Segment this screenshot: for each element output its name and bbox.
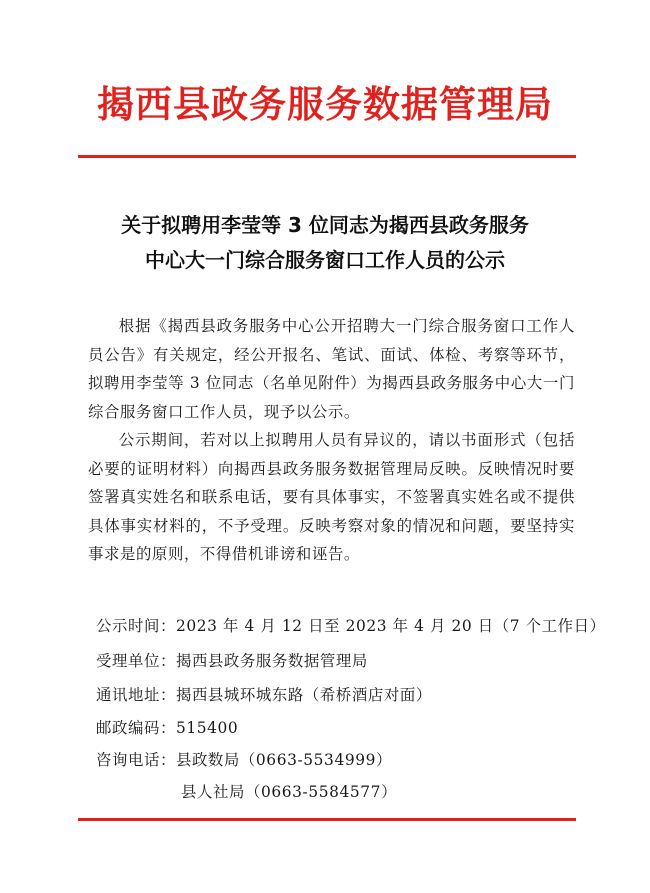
document-header-org-name: 揭西县政务服务数据管理局	[97, 83, 553, 126]
info-postcode: 邮政编码：515400	[96, 719, 239, 737]
document-title	[0, 208, 650, 278]
document-title-line-2: 中心大一门综合服务窗口工作人员的公示	[145, 248, 505, 272]
info-phone-1: 咨询电话：县政数局（0663-5534999）	[96, 751, 393, 769]
body-paragraph-1: 根据《揭西县政务服务中心公开招聘大一门综合服务窗口工作人员公告》有关规定，经公开报名、笔试、面试、体检、考察等环节，拟聘用李莹等 3 位同志（名单见附件）为揭西县政务服务中心大一门综合服务窗口工作人员，现予以公示。	[88, 317, 575, 421]
document-body	[88, 312, 575, 569]
info-phone-2: 县人社局（0663-5584577）	[181, 783, 398, 801]
info-address: 通讯地址：揭西县城环城东路（希桥酒店对面）	[96, 686, 432, 704]
info-period: 公示时间：2023 年 4 月 12 日至 2023 年 4 月 20 日（7 个工作日）	[96, 617, 606, 635]
header-red-rule	[78, 155, 576, 158]
document-title-line-1: 关于拟聘用李莹等 3 位同志为揭西县政务服务	[121, 213, 529, 237]
info-unit: 受理单位：揭西县政务服务数据管理局	[96, 652, 368, 670]
footer-red-rule	[78, 818, 576, 821]
body-paragraph-2: 公示期间，若对以上拟聘用人员有异议的，请以书面形式（包括必要的证明材料）向揭西县政务服务数据管理局反映。反映情况时要签署真实姓名和联系电话，要有具体事实，不签署真实姓名或不提供具体事实材料的，不予受理。反映考察对象的情况和问题，要坚持实事求是的原则，不得借机诽谤和诬告。	[88, 431, 575, 563]
